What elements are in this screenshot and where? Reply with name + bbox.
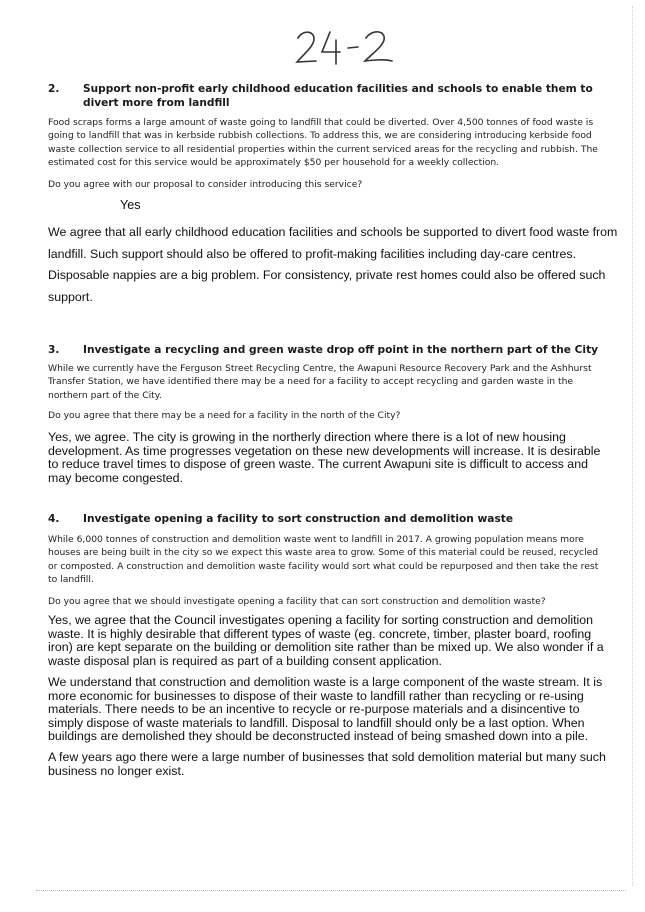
section-4-response-1: Yes, we agree that the Council investigates opening a facility for sorting construction and demolition waste. It is highly desirable that different types of waste (eg. concrete, timber, plaster board, roofing iron) are kept separate on the building or demolition site rather than be mixed up. We also wonder if a waste disposal plan is required as part of a building consent application.: [48, 613, 604, 668]
section-2-title: Support non-profit early childhood education facilities and schools to enable them to divert more from landfill: [83, 83, 593, 109]
section-2-response: We agree that all early childhood education facilities and schools be supported to divert food waste from landfill. Such support should also be offered to profit-making facilities including day-care centres. Disposable nappies are a big problem. For consistency, private rest homes could also be offered such support.: [48, 225, 618, 304]
section-4-body: While 6,000 tonnes of construction and demolition waste went to landfill in 2017. A growing population means more houses are being built in the city so we expect this waste area to grow. Some of this material could be reused, recycled or composted. A construction and demolition waste facility would sort what could be repurposed and then take the rest to landfill.: [48, 534, 599, 586]
section-4-response-3: A few years ago there were a large number of businesses that sold demolition material but many such business no longer exist.: [48, 750, 606, 778]
section-3-response: Yes, we agree. The city is growing in the northerly direction where there is a lot of new housing development. As time progresses vegetation on these new developments will increase. It is desirable to reduce travel times to dispose of green waste. The current Awapuni site is difficult to access and may become congested.: [48, 430, 601, 485]
handwritten-page-number-drawing: [292, 26, 412, 68]
section-3-question: Do you agree that there may be a need for a facility in the north of the City?: [48, 410, 401, 421]
section-4-question: Do you agree that we should investigate opening a facility that can sort construction and demolition waste?: [48, 596, 546, 607]
section-4-response-2: We understand that construction and demolition waste is a large component of the waste stream. It is more economic for businesses to dispose of their waste to landfill rather than recycling or re-using materials. There needs to be an incentive to recycle or re-purpose materials and a disincentive to simply dispose of waste materials to landfill. Disposal to landfill should only be a last option. When buildings are demolished they should be deconstructed instead of being smashed down into a pile.: [48, 675, 603, 744]
section-3-title: Investigate a recycling and green waste drop off point in the northern part of the City: [83, 344, 599, 356]
section-2-question: Do you agree with our proposal to consider introducing this service?: [48, 179, 363, 190]
scan-right-edge: [632, 6, 633, 886]
section-4-number: 4.: [48, 513, 60, 525]
section-2-number: 2.: [48, 83, 60, 95]
section-4-title: Investigate opening a facility to sort construction and demolition waste: [83, 513, 514, 525]
section-2-body: Food scraps forms a large amount of waste going to landfill that could be diverted. Over 4,500 tonnes of food waste is going to landfill that was in kerbside rubbish collections. To address this, we are considering introducing kerbside food waste collection service to all residential properties within the current serviced areas for the recycling and rubbish. The estimated cost for this service would be approximately $50 per household for a weekly collection.: [48, 117, 598, 169]
handwritten-page-number: [292, 26, 412, 68]
section-3-number: 3.: [48, 344, 60, 356]
section-3-body: While we currently have the Ferguson Street Recycling Centre, the Awapuni Resource Recovery Park and the Ashhurst Transfer Station, we have identified there may be a need for a facility to accept recycling and garden waste in the northern part of the City.: [48, 363, 592, 401]
section-2-answer-yes: Yes: [120, 198, 141, 212]
scan-bottom-edge: [36, 890, 626, 891]
